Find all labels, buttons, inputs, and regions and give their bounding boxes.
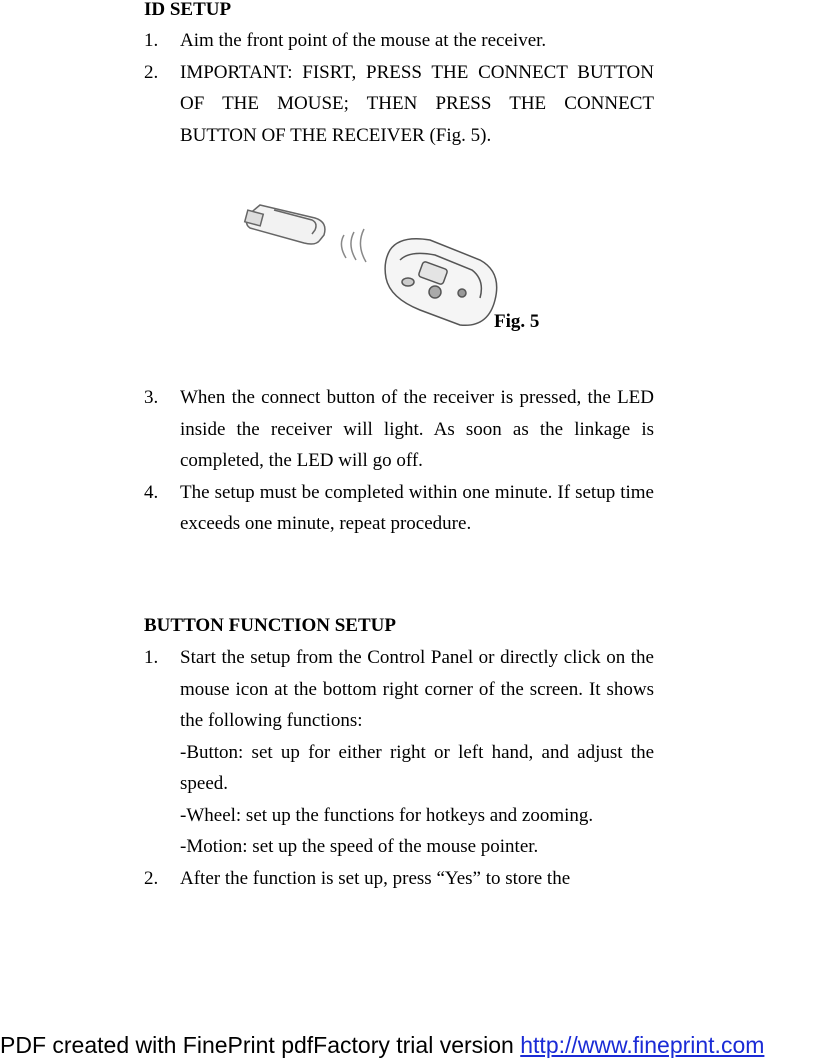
- list-item: [144, 382, 654, 477]
- item-number: 1.: [144, 30, 159, 51]
- list-item: [144, 57, 654, 152]
- list-item: [144, 642, 654, 863]
- list-item: [144, 25, 654, 57]
- motion-function-description: -Motion: set up the speed of the mouse pointer.: [180, 836, 539, 857]
- item-number: 3.: [144, 387, 159, 408]
- id-setup-list: [144, 25, 654, 151]
- item-number: 2.: [144, 61, 159, 83]
- button-function-setup-heading: BUTTON FUNCTION SETUP: [144, 615, 396, 636]
- footer-text: PDF created with FinePrint pdfFactory trial version: [0, 1032, 521, 1058]
- item-number: 4.: [144, 481, 159, 503]
- signal-waves-icon: [341, 229, 366, 262]
- item-text: IMPORTANT: FISRT, PRESS THE CONNECT BUTTON OF THE MOUSE; THEN PRESS THE CONNECT BUTTON OF THE RECEIVER (Fig. 5).: [180, 61, 654, 146]
- mouse-icon: [385, 239, 497, 326]
- item-text: The setup must be completed within one minute. If setup time exceeds one minute, repeat procedure.: [180, 481, 654, 534]
- receiver-icon: [245, 205, 325, 244]
- fineprint-link[interactable]: http://www.fineprint.com: [520, 1032, 765, 1058]
- list-item: [144, 477, 654, 540]
- item-number: 2.: [144, 867, 159, 889]
- item-text: After the function is set up, press “Yes” to store the: [180, 867, 571, 889]
- button-function-list: [144, 642, 654, 894]
- item-text: Aim the front point of the mouse at the receiver.: [180, 30, 547, 51]
- item-text: When the connect button of the receiver is pressed, the LED inside the receiver will light. As soon as the linkage is completed, the LED will go off.: [180, 387, 654, 471]
- wheel-function-description: -Wheel: set up the functions for hotkeys and zooming.: [180, 804, 594, 826]
- item-text: Start the setup from the Control Panel or directly click on the mouse icon at the bottom right corner of the screen. It shows the following functions:: [180, 647, 654, 731]
- list-item: [144, 863, 654, 895]
- id-setup-heading: ID SETUP: [144, 0, 232, 20]
- figure-caption: Fig. 5: [494, 311, 540, 332]
- button-function-description: -Button: set up for either right or left hand, and adjust the speed.: [180, 741, 654, 794]
- id-setup-list-continued: [144, 382, 654, 540]
- item-number: 1.: [144, 647, 159, 668]
- pdf-footer: [0, 1032, 831, 1062]
